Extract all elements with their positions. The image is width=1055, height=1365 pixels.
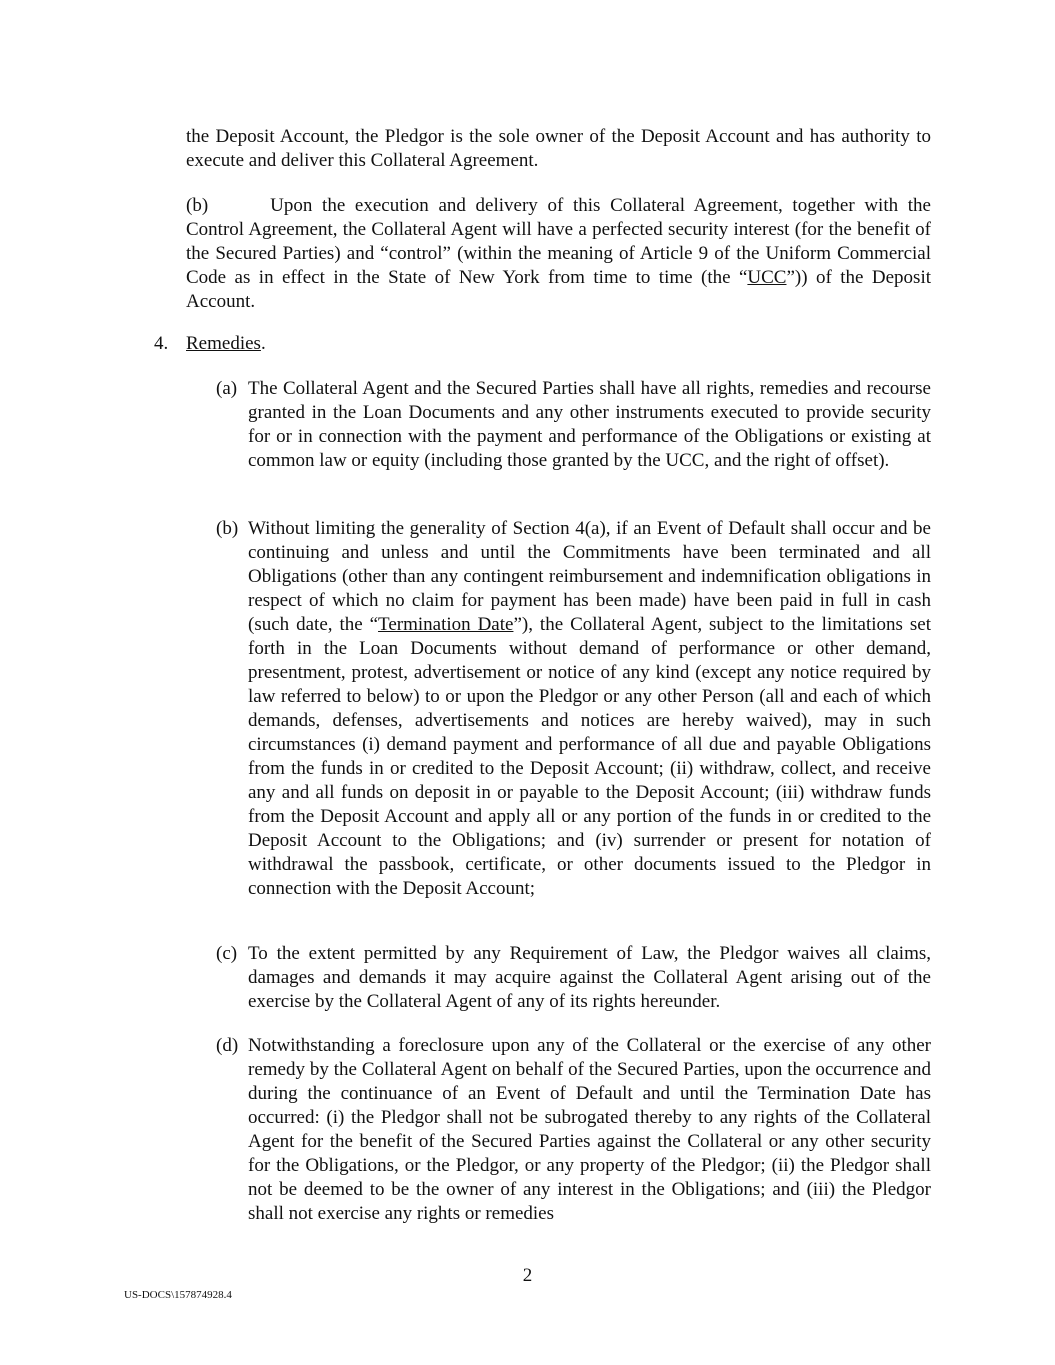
item-text: The Collateral Agent and the Secured Parties shall have all rights, remedies and recourse granted in the Loan Documents and any other instruments executed to provide security for or in connection with the payment and performance of the Obligations or existing at common law or equity (including those granted by the UCC, and the right of offset).: [248, 378, 931, 471]
remedies-item-c: [216, 942, 931, 1014]
item-label: (b): [216, 518, 239, 539]
section-title-suffix: .: [260, 333, 266, 354]
paragraph-b: [186, 194, 931, 314]
item-text: To the extent permitted by any Requirement of Law, the Pledgor waives all claims, damages and demands it may acquire against the Collateral Agent arising out of the exercise by the Collateral Agent of any of its rights hereunder.: [248, 943, 931, 1012]
remedies-item-b: [216, 517, 931, 901]
document-id: US-DOCS\157874928.4: [124, 1289, 232, 1301]
page-number: 2: [522, 1265, 533, 1286]
defined-term-termination-date: Termination Date: [378, 614, 514, 635]
item-label: (c): [216, 943, 238, 964]
defined-term-ucc: UCC: [747, 267, 787, 288]
section-number: 4.: [154, 333, 169, 354]
item-text: Notwithstanding a foreclosure upon any of the Collateral or the exercise of any other remedy by the Collateral Agent on behalf of the Secured Parties, upon the occurrence and during the continuance of an Event of Default and until the Termination Date has occurred: (i) the Pledgor shall not be subrogated thereby to any rights of the Collateral Agent for the benefit of the Secured Parties against the Collateral or any other security for the Obligations, or the Pledgor, or any property of the Pledgor; (ii) the Pledgor shall not be deemed to be the owner of any interest in the Obligations; and (iii) the Pledgor shall not exercise any rights or remedies: [248, 1035, 931, 1224]
section-title: Remedies: [186, 333, 261, 354]
remedies-item-a: [216, 377, 931, 473]
remedies-item-d: [216, 1034, 931, 1226]
paragraph-b-label: (b): [186, 195, 209, 216]
item-label: (d): [216, 1035, 239, 1056]
paragraph-b-text-after: ”)) of the Deposit Account.: [186, 267, 932, 312]
continuation-paragraph: the Deposit Account, the Pledgor is the sole owner of the Deposit Account and has authority to execute and deliver this Collateral Agreement.: [186, 126, 931, 171]
paragraph-b-text-before: Upon the execution and delivery of this Collateral Agreement, together with the Control Agreement, the Collateral Agent will have a perfected security interest (for the benefit of the Secured Parties) and “control” (within the meaning of Article 9 of the Uniform Commercial Code as in effect in the State of New York from time to time (the “: [186, 195, 931, 288]
section-4-heading: [154, 332, 266, 356]
item-label: (a): [216, 378, 238, 399]
item-b-text-before: Without limiting the generality of Section 4(a), if an Event of Default shall occur and be continuing and unless and until the Commitments have been terminated and all Obligations (other than any contingent reimbursement and indemnification obligations in respect of which no claim for payment has been made) have been paid in full in cash (such date, the “: [248, 518, 931, 635]
item-text: [248, 517, 931, 901]
item-b-text-after: ”), the Collateral Agent, subject to the limitations set forth in the Loan Documents without demand of performance or other demand, presentment, protest, advertisement or notice of any kind (except any notice required by law referred to below) to or upon the Pledgor or any other Person (all and each of which demands, defenses, advertisements and notices are hereby waived), may in such circumstances (i) demand payment and performance of all due and payable Obligations from the funds in or credited to the Deposit Account; (ii) withdraw, collect, and receive any and all funds on deposit in or payable to the Deposit Account; (iii) withdraw funds from the Deposit Account and apply all or any portion of the funds in or credited to the Deposit Account to the Obligations; and (iv) surrender or present for notation of withdrawal the passbook, certificate, or other documents issued to the Pledgor in connection with the Deposit Account;: [248, 614, 931, 899]
